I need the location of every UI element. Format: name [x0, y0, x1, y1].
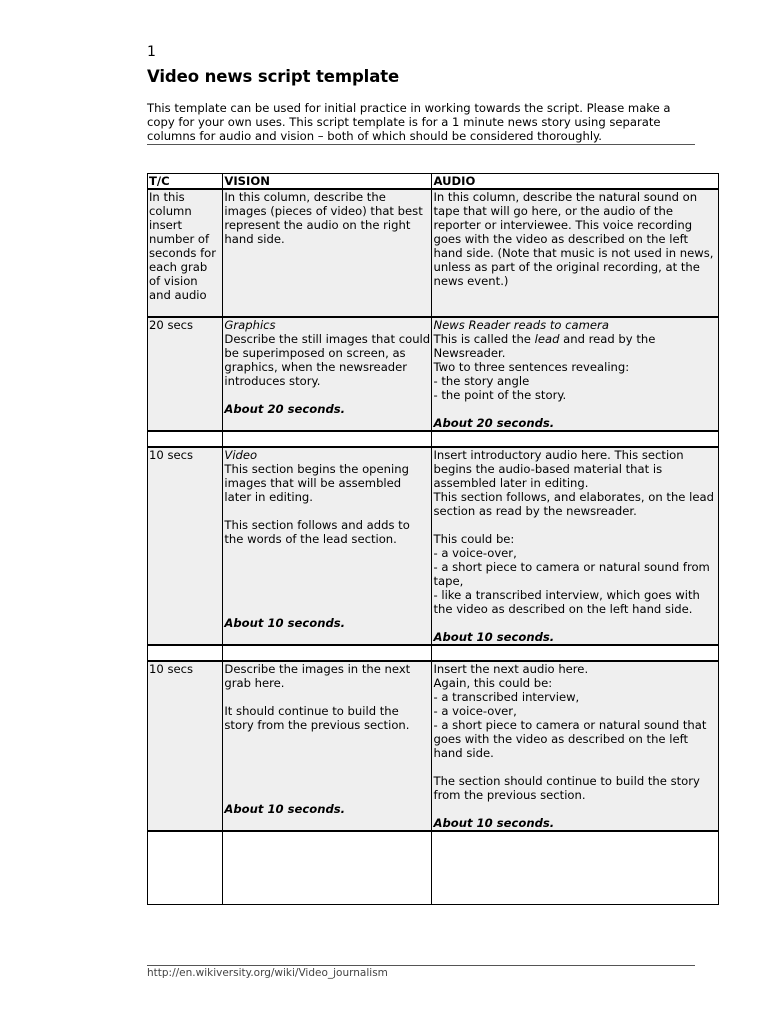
row2-audio-bullet2: - the point of the story.	[433, 388, 567, 402]
row1-vision	[223, 189, 432, 317]
table-spacer-row	[148, 645, 719, 661]
row3-audio-duration: About 10 seconds.	[433, 630, 555, 644]
row3-audio-body2: This section follows, and elaborates, on the lead section as read by the newsreader.	[433, 490, 714, 518]
row4-tc-text: 10 secs	[149, 662, 194, 676]
row4-vision-duration: About 10 seconds.	[224, 802, 346, 816]
row4-vision-body: Describe the images in the next grab here.	[224, 662, 411, 690]
row2-audio-line2: Two to three sentences revealing:	[433, 360, 630, 374]
row2-vision-duration: About 20 seconds.	[224, 402, 346, 416]
intro-paragraph: This template can be used for initial practice in working towards the script. Please make a copy for your own uses. This script template is for a 1 minute news story using separate columns for audio and vision – both of which should be considered thoroughly.	[147, 101, 671, 143]
intro-divider	[147, 144, 695, 145]
row3-audio-bullet3: - like a transcribed interview, which goes with the video as described on the left hand side.	[433, 588, 700, 616]
row2-vision	[223, 317, 432, 431]
row4-audio	[432, 661, 719, 831]
table-header-row	[148, 174, 719, 190]
row3-audio-body: Insert introductory audio here. This section begins the audio-based material that is assembled later in editing.	[433, 448, 684, 490]
row3-audio-could-be: This could be:	[433, 532, 515, 546]
page-title: Video news script template	[147, 67, 400, 86]
row3-tc	[148, 447, 223, 645]
row4-vision-body2: It should continue to build the story from the previous section.	[224, 704, 410, 732]
row4-tc	[148, 661, 223, 831]
row3-tc-text: 10 secs	[149, 448, 194, 462]
row2-audio-body-pre: This is called the	[433, 332, 535, 346]
row2-audio	[432, 317, 719, 431]
table-blank-row	[148, 831, 719, 905]
row2-audio-body-post: and read by the Newsreader.	[433, 332, 656, 360]
row4-audio-duration: About 10 seconds.	[433, 816, 555, 830]
header-audio: AUDIO	[432, 174, 719, 190]
footer-url: http://en.wikiversity.org/wiki/Video_journalism	[147, 967, 388, 979]
table-spacer-row	[148, 431, 719, 447]
row1-tc	[148, 189, 223, 317]
row3-audio-bullet2: - a short piece to camera or natural sound from tape,	[433, 560, 710, 588]
row4-audio-bullet1: - a transcribed interview,	[433, 690, 580, 704]
row1-audio	[432, 189, 719, 317]
header-vision: VISION	[223, 174, 432, 190]
row4-audio-body3: The section should continue to build the story from the previous section.	[433, 774, 700, 802]
page-number: 1	[147, 44, 156, 60]
table-row-next-grab	[148, 661, 719, 831]
header-tc: T/C	[148, 174, 223, 190]
row3-vision-body: This section begins the opening images that will be assembled later in editing.	[224, 462, 409, 504]
row2-audio-heading: News Reader reads to camera	[433, 318, 609, 332]
row1-audio-text: In this column, describe the natural sound on tape that will go here, or the audio of the reporter or interviewee. This voice recording goes with the video as described on the left hand side. (Note that music is not used in news, unless as part of the original recording, at the news event.)	[433, 190, 714, 288]
row3-vision-body2: This section follows and adds to the words of the lead section.	[224, 518, 410, 546]
row3-vision	[223, 447, 432, 645]
row4-audio-body: Insert the next audio here.	[433, 662, 589, 676]
table-row-video	[148, 447, 719, 645]
row2-tc-text: 20 secs	[149, 318, 194, 332]
row2-audio-bullet1: - the story angle	[433, 374, 530, 388]
row1-tc-text: In this column insert number of seconds for each grab of vision and audio	[149, 190, 217, 302]
script-table	[147, 173, 719, 905]
footer-divider	[147, 965, 695, 966]
table-row-graphics	[148, 317, 719, 431]
row3-vision-duration: About 10 seconds.	[224, 616, 346, 630]
row4-audio-bullet3: - a short piece to camera or natural sound that goes with the video as described on the left hand side.	[433, 718, 707, 760]
row4-audio-line2: Again, this could be:	[433, 676, 553, 690]
row2-audio-body-em: lead	[534, 332, 560, 346]
row3-audio-bullet1: - a voice-over,	[433, 546, 517, 560]
row2-vision-heading: Graphics	[224, 318, 276, 332]
row2-audio-duration: About 20 seconds.	[433, 416, 555, 430]
row1-vision-text: In this column, describe the images (pieces of video) that best represent the audio on the right hand side.	[224, 190, 423, 246]
row4-vision	[223, 661, 432, 831]
row4-audio-bullet2: - a voice-over,	[433, 704, 517, 718]
row3-vision-heading: Video	[224, 448, 258, 462]
row3-audio	[432, 447, 719, 645]
row2-tc	[148, 317, 223, 431]
row2-vision-body: Describe the still images that could be superimposed on screen, as graphics, when the newsreader introduces story.	[224, 332, 431, 388]
table-row-instructions	[148, 189, 719, 317]
